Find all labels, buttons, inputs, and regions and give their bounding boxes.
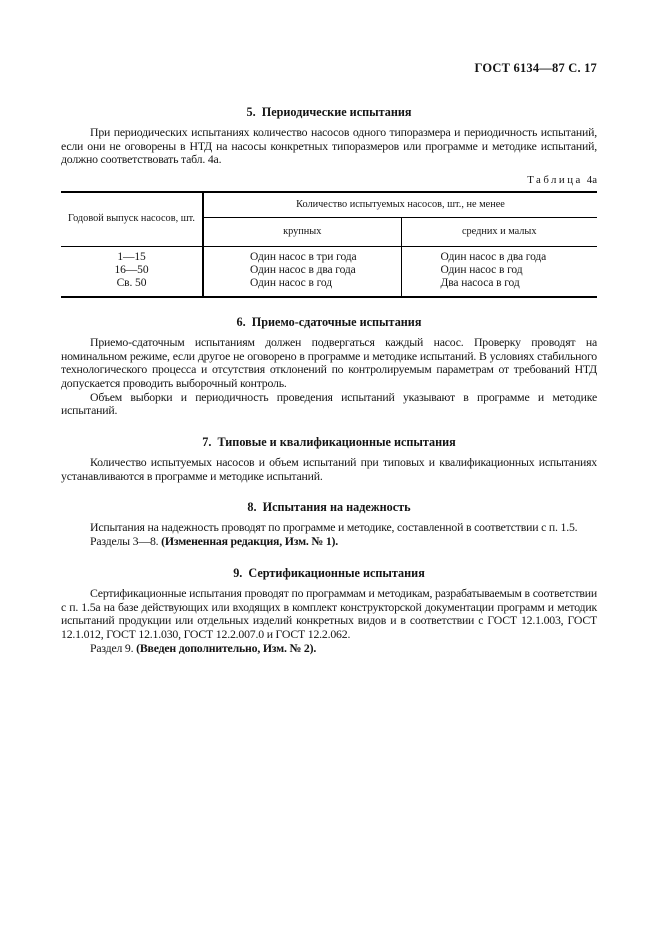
section-9-amendment-plain: Раздел 9. [90,640,137,655]
table-body [61,246,597,297]
table-cell-output-range: 1—15 [61,246,203,264]
table-cell-medium-small-pumps: Один насос в два года [440,250,547,263]
section-8-heading: 8. Испытания на надежность [247,500,411,515]
table-cell-large-pumps: Один насос в год [203,277,401,296]
table-row [61,264,597,277]
table-caption-word: Таблица [527,174,583,187]
section-9-heading: 9. Сертификационные испытания [233,565,425,580]
table-cell-large-pumps: Один насос в три года [203,246,401,264]
table-subheader-large-pumps: крупных [203,217,401,246]
section-8-amendment-plain: Разделы 3—8. [90,534,162,549]
table-cell-medium-small-pumps: Один насос в год [440,264,523,277]
table-header-annual-output: Годовой выпуск насосов, шт. [61,192,203,246]
section-8-paragraph-2 [61,535,597,549]
section-6-paragraph-2: Объем выборки и периодичность проведения испытаний указывают в программе и методике испытаний. [61,389,597,418]
pump-test-frequency-table [61,191,597,298]
table-subheader-medium-small-pumps: средних и малых [401,217,597,246]
table-header-quantity-tested: Количество испытуемых насосов, шт., не менее [203,192,597,217]
page-header: ГОСТ 6134—87 С. 17 [474,61,597,75]
page-content [61,0,597,655]
section-7-heading: 7. Типовые и квалификационные испытания [202,435,456,450]
section-7-paragraph: Количество испытуемых насосов и объем испытаний при типовых и квалификационных испытаниях устанавливаются в программе и методике испытаний. [61,455,597,483]
section-8-amendment-bold: (Измененная редакция, Изм. № 1). [161,534,338,549]
table-cell-large-pumps: Один насос в два года [203,264,401,277]
table-caption [61,174,597,186]
table-caption-number: 4а [586,174,597,187]
section-6-paragraph-1: Приемо-сдаточным испытаниям должен подвергаться каждый насос. Проверку проводят на номинальном режиме, если другое не оговорено в программе и методике испытаний. В условиях стабильного технологического процесса и отсутствия отклонений по контролируемым параметрам от требований НТД допускается проводить выборочный контроль. [61,334,597,390]
section-9-paragraph-2 [61,642,597,656]
section-5-paragraph: При периодических испытаниях количество насосов одного типоразмера и периодичность испытаний, если они не оговорены в НТД на насосы конкретных типоразмеров или программе и методике испытаний, должно соответствовать табл. 4а. [61,125,597,167]
table-row [61,277,597,296]
table-cell-output-range: Св. 50 [61,277,203,296]
section-9-paragraph-1: Сертификационные испытания проводят по программам и методикам, разрабатываемым в соответствии с п. 1.5а на базе действующих или входящих в комплект конструкторской документации программ и методик испытаний продукции или отдельных изделий конкретных видов и в соответствии с ГОСТ 12.1.003, ГОСТ 12.1.012, ГОСТ 12.1.030, ГОСТ 12.2.007.0 и ГОСТ 12.2.062. [61,585,597,641]
section-9-amendment-bold: (Введен дополнительно, Изм. № 2). [136,640,317,655]
section-6-heading: 6. Приемо-сдаточные испытания [236,314,422,329]
table-header [61,192,597,246]
section-8-paragraph-1: Испытания на надежность проводят по программе и методике, составленной в соответствии с п. 1.5. [90,520,578,535]
table-cell-medium-small-pumps: Два насоса в год [440,277,520,290]
table-row [61,246,597,264]
table-cell-output-range: 16—50 [61,264,203,277]
section-5-heading: 5. Периодические испытания [246,105,412,119]
